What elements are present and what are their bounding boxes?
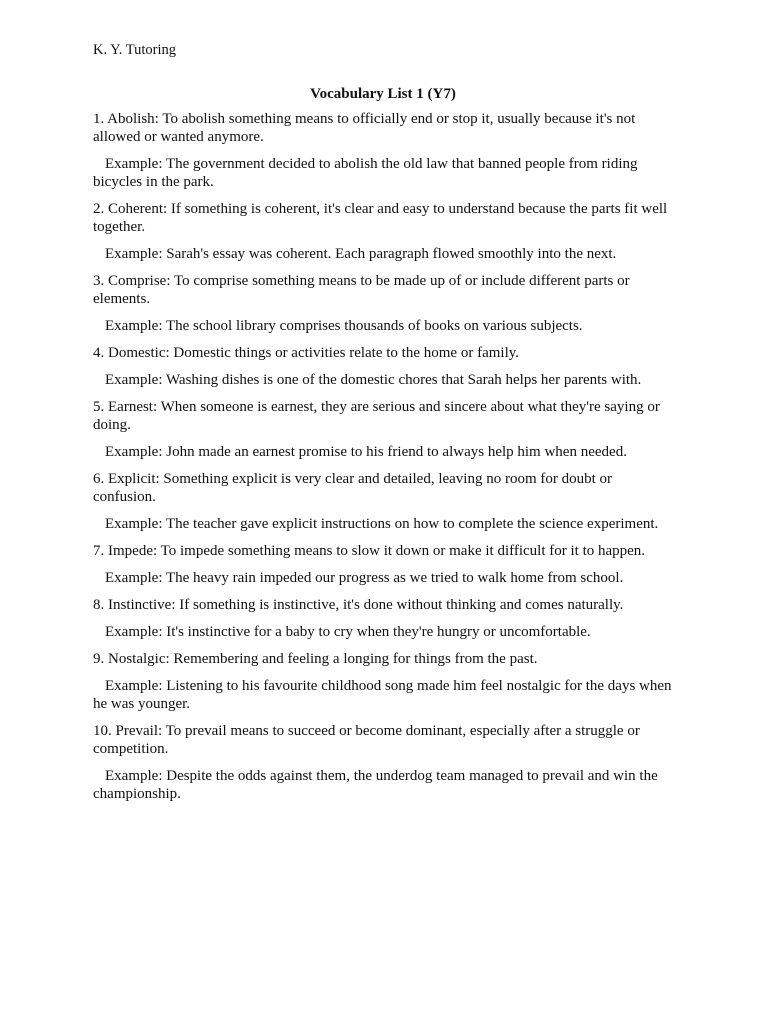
entry-definition: 8. Instinctive: If something is instinctive, it's done without thinking and comes naturally. [93,597,624,613]
entry-example: Example: The teacher gave explicit instructions on how to complete the science experiment. [105,516,659,532]
entry-definition: 1. Abolish: To abolish something means to officially end or stop it, usually because it's not allowed or wanted anymore. [93,111,636,145]
vocab-entry-1 [93,110,673,191]
entry-definition: 2. Coherent: If something is coherent, it's clear and easy to understand because the parts fit well together. [93,201,668,235]
vocab-entry-4 [93,344,673,389]
entry-example: Example: Sarah's essay was coherent. Each paragraph flowed smoothly into the next. [105,246,617,262]
vocab-entry-7 [93,542,673,587]
entry-definition: 6. Explicit: Something explicit is very clear and detailed, leaving no room for doubt or confusion. [93,471,613,505]
vocab-entry-8 [93,596,673,641]
entry-definition: 3. Comprise: To comprise something means to be made up of or include different parts or elements. [93,273,630,307]
vocab-entry-3 [93,272,673,335]
entry-definition: 5. Earnest: When someone is earnest, they are serious and sincere about what they're saying or doing. [93,399,660,433]
entry-example: Example: Washing dishes is one of the domestic chores that Sarah helps her parents with. [105,372,642,388]
vocab-entry-2 [93,200,673,263]
entry-example: Example: John made an earnest promise to his friend to always help him when needed. [105,444,627,460]
entry-example: Example: Despite the odds against them, the underdog team managed to prevail and win the championship. [93,768,658,802]
vocab-entry-10 [93,722,673,803]
entry-definition: 10. Prevail: To prevail means to succeed or become dominant, especially after a struggle or competition. [93,723,640,757]
entry-example: Example: It's instinctive for a baby to cry when they're hungry or uncomfortable. [105,624,591,640]
entry-example: Example: The government decided to abolish the old law that banned people from riding bicycles in the park. [93,156,638,190]
entry-definition: 7. Impede: To impede something means to slow it down or make it difficult for it to happen. [93,543,646,559]
document-title: Vocabulary List 1 (Y7) [310,86,456,102]
vocab-entry-6 [93,470,673,533]
entry-example: Example: The school library comprises thousands of books on various subjects. [105,318,583,334]
vocab-entry-9 [93,650,673,713]
entry-definition: 4. Domestic: Domestic things or activities relate to the home or family. [93,345,520,361]
entry-example: Example: Listening to his favourite childhood song made him feel nostalgic for the days when he was younger. [93,678,672,712]
vocab-entry-5 [93,398,673,461]
entry-definition: 9. Nostalgic: Remembering and feeling a longing for things from the past. [93,651,538,667]
document-page [93,40,673,812]
document-header: K. Y. Tutoring [93,42,177,58]
entry-example: Example: The heavy rain impeded our progress as we tried to walk home from school. [105,570,624,586]
